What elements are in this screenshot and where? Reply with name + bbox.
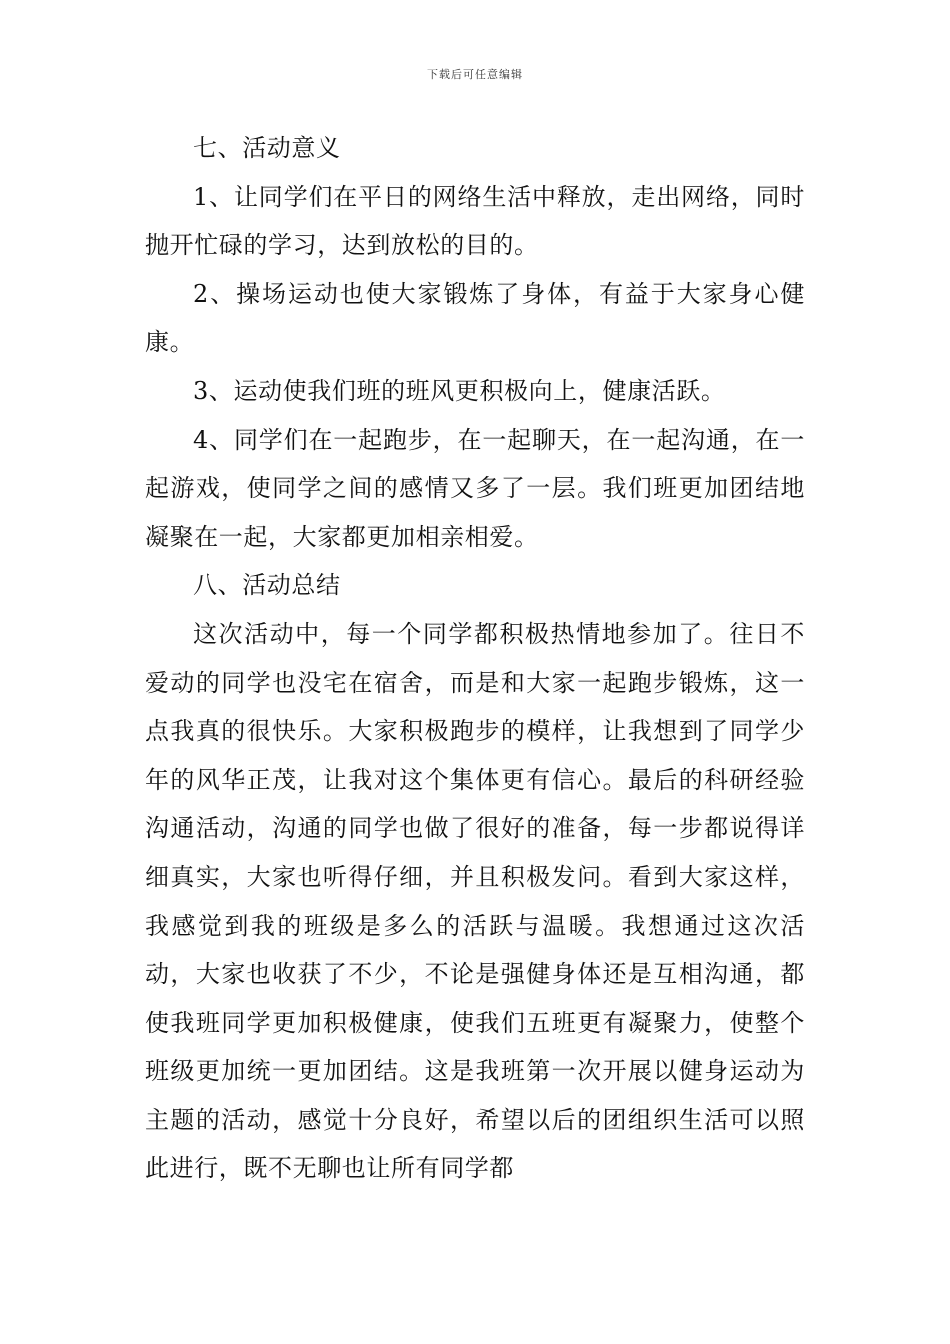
section-heading-summary: 八、活动总结 (193, 571, 341, 600)
paragraph-point-2: 2、操场运动也使大家锻炼了身体，有益于大家身心健康。 (145, 279, 805, 357)
paragraph-summary: 这次活动中，每一个同学都积极热情地参加了。往日不爱动的同学也没宅在宿舍，而是和大家一起跑步锻炼，这一点我真的很快乐。大家积极跑步的模样，让我想到了同学少年的风华正茂，让我对这个集体更有信心。最后的科研经验沟通活动，沟通的同学也做了很好的准备，每一步都说得详细真实，大家也听得仔细，并且积极发问。看到大家这样，我感觉到我的班级是多么的活跃与温暖。我想通过这次活动，大家也收获了不少，不论是强健身体还是互相沟通，都使我班同学更加积极健康，使我们五班更有凝聚力，使整个班级更加统一更加团结。这是我班第一次开展以健身运动为主题的活动，感觉十分良好，希望以后的团组织生活可以照此进行，既不无聊也让所有同学都 (145, 619, 805, 1183)
section-heading-significance: 七、活动意义 (193, 134, 341, 162)
document-body (145, 124, 805, 1193)
header-note: 下载后可任意编辑 (427, 68, 523, 81)
paragraph-point-4: 4、同学们在一起跑步，在一起聊天，在一起沟通，在一起游戏，使同学之间的感情又多了一层。我们班更加团结地凝聚在一起，大家都更加相亲相爱。 (145, 425, 805, 551)
paragraph-point-3: 3、运动使我们班的班风更积极向上，健康活跃。 (193, 376, 726, 405)
paragraph-point-1: 1、让同学们在平日的网络生活中释放，走出网络，同时抛开忙碌的学习，达到放松的目的。 (145, 182, 805, 260)
